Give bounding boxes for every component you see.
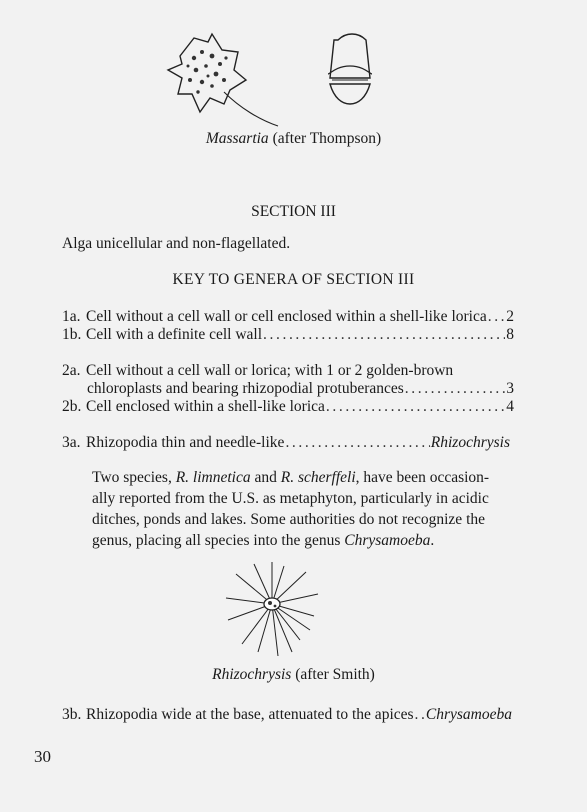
note-line-4 xyxy=(92,530,512,551)
key-entry-text: chloroplasts and bearing rhizopodial protuberances xyxy=(87,380,404,397)
species-name: R. limnetica xyxy=(175,469,251,486)
note-text: genus, placing all species into the genus xyxy=(92,532,345,549)
rhizochrysis-caption xyxy=(0,666,587,684)
massartia-caption-credit: (after Thompson) xyxy=(268,130,382,147)
key-entry-lead: 3 xyxy=(506,380,514,397)
key-entry-2a-line2 xyxy=(87,380,514,398)
page-number: 30 xyxy=(34,747,51,766)
leader-dots xyxy=(326,398,505,416)
rhizochrysis-drawing xyxy=(222,560,322,660)
section-intro: Alga unicellular and non-flagellated. xyxy=(62,235,291,252)
key-entry-lead: 4 xyxy=(506,398,514,415)
key-entry-1b xyxy=(62,326,514,344)
key-entry-number: 3a. xyxy=(62,434,81,451)
key-entry-3b xyxy=(62,706,512,724)
species-name: R. scherffeli xyxy=(280,469,356,486)
note-line-3: ditches, ponds and lakes. Some authorities do not recognize the xyxy=(92,511,486,528)
key-entry-number: 3b. xyxy=(62,706,82,723)
rhizochrysis-figure xyxy=(222,560,322,660)
massartia-caption xyxy=(0,130,587,148)
leader-dots xyxy=(415,706,425,724)
key-entry-number: 1b. xyxy=(62,326,82,343)
key-entry-text: Rhizopodia thin and needle-like xyxy=(86,434,285,451)
rhizochrysis-caption-credit: (after Smith) xyxy=(291,666,375,683)
rhizochrysis-caption-genus: Rhizochrysis xyxy=(212,666,292,683)
key-entry-number: 2b. xyxy=(62,398,82,415)
key-entry-text: Cell without a cell wall or cell enclosed within a shell-like lorica xyxy=(86,308,487,325)
key-entry-lead: 8 xyxy=(506,326,514,343)
key-entry-2a-line1 xyxy=(62,362,514,380)
leader-dots xyxy=(285,434,429,452)
key-entry-number: 2a. xyxy=(62,362,81,379)
key-entry-lead: 2 xyxy=(506,308,514,325)
note-line-1 xyxy=(92,467,512,488)
massartia-drawing xyxy=(160,28,390,128)
key-entry-text: Cell without a cell wall or lorica; with 1 or 2 golden-brown xyxy=(86,362,454,379)
rhizochrysis-note xyxy=(92,467,512,551)
key-entry-3a xyxy=(62,434,510,452)
note-line-2: ally reported from the U.S. as metaphyton, particularly in acidic xyxy=(92,490,489,507)
key-entry-lead: Chrysamoeba xyxy=(425,706,512,723)
note-text: , have been occasion- xyxy=(355,469,490,486)
key-entry-1a xyxy=(62,308,514,326)
note-text: Two species, xyxy=(92,469,176,486)
leader-dots xyxy=(488,308,506,326)
note-text: and xyxy=(250,469,281,486)
genus-name: Chrysamoeba xyxy=(344,532,431,549)
leader-dots xyxy=(405,380,505,398)
section-title: SECTION III xyxy=(251,203,336,220)
key-entry-2b xyxy=(62,398,514,416)
note-text: . xyxy=(430,532,435,549)
leader-dots xyxy=(263,326,505,344)
key-entry-text: Cell with a definite cell wall xyxy=(86,326,263,343)
key-entry-text: Cell enclosed within a shell-like lorica xyxy=(86,398,325,415)
key-entry-number: 1a. xyxy=(62,308,81,325)
massartia-caption-genus: Massartia xyxy=(205,130,269,147)
key-title: KEY TO GENERA OF SECTION III xyxy=(172,271,415,288)
massartia-figure xyxy=(160,28,390,128)
key-entry-lead: Rhizochrysis xyxy=(430,434,510,451)
key-entry-text: Rhizopodia wide at the base, attenuated to the apices xyxy=(86,706,414,723)
